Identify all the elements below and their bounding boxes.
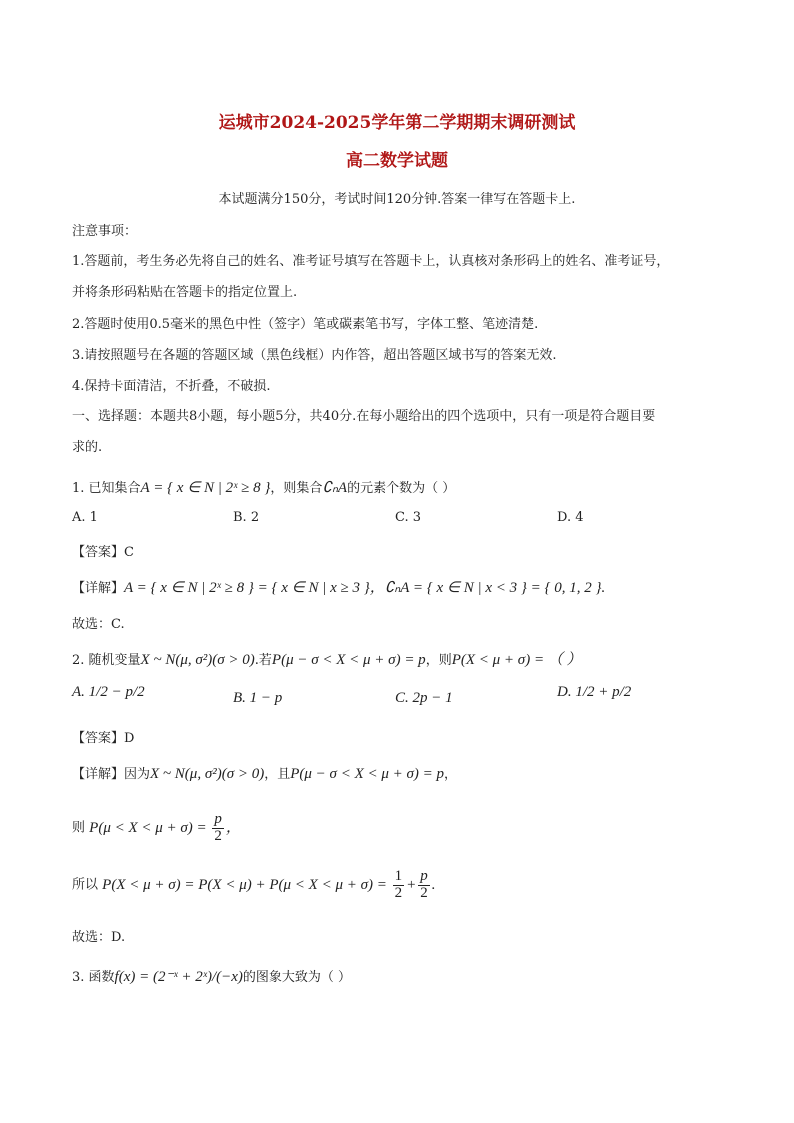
q1-mid: ，则集合: [270, 481, 323, 496]
q1-conclusion: 故选：C.: [72, 617, 125, 632]
q2-detail3-prefix: 所以: [72, 877, 99, 893]
q1-option-b: B. 2: [233, 510, 260, 525]
q2-detail-label: 【详解】因为: [72, 767, 151, 782]
section-heading-cont: 求的.: [72, 440, 103, 455]
section-heading: 一、选择题：本题共8小题，每小题5分，共40分.在每小题给出的四个选项中，只有一项是符合题目要: [72, 409, 656, 424]
q3-prefix: 3. 函数: [72, 970, 115, 985]
q2-answer: 【答案】D: [72, 731, 135, 746]
q3-suffix: 的图象大致为（ ）: [242, 970, 352, 985]
q1-answer: 【答案】C: [72, 545, 134, 560]
q2-detail-line-2: [72, 812, 241, 845]
notice-line: 3.请按照题号在各题的答题区域（黑色线框）内作答，超出答题区域书写的答案无效.: [72, 348, 557, 363]
q2-conclusion: 故选：D.: [72, 930, 126, 945]
q2-option-a-text: A. 1/2 − p/2: [72, 684, 145, 700]
q2-detail-line-3: [72, 869, 436, 902]
q2-detail-dist: X ~ N(μ, σ²)(σ > 0): [150, 766, 265, 782]
notice-line: 4.保持卡面清洁，不折叠，不破损.: [72, 379, 271, 394]
q2-detail3-math: P(X < μ + σ) = P(X < μ) + P(μ < X < μ + σ) = $\frac{1}{2}$ + $\frac{p}{2}$ .: [102, 868, 436, 901]
q3-function: f(x) = (2⁻ˣ + 2ˣ)/(−x): [114, 969, 243, 985]
q1-complement: ∁ₙA: [322, 480, 348, 496]
page-title: 运城市2024-2025学年第二学期期末调研测试: [218, 113, 576, 133]
question-2: [72, 648, 582, 669]
q2-prefix: 2. 随机变量: [72, 653, 141, 668]
q2-option-d-text: D. 1/2 + p/2: [557, 684, 632, 700]
q2-mid2: ，则: [425, 653, 452, 668]
q2-detail-given: P(μ − σ < X < μ + σ) = p: [290, 766, 445, 782]
question-3: [72, 966, 351, 986]
q2-option-c: [395, 690, 453, 707]
q1-prefix: 1. 已知集合: [72, 481, 141, 496]
intro-text: 本试题满分150分，考试时间120分钟.答案一律写在答题卡上.: [218, 192, 576, 207]
q1-detail-label: 【详解】: [72, 581, 125, 596]
q2-given: P(μ − σ < X < μ + σ) = p: [271, 652, 426, 668]
question-1: [72, 477, 455, 497]
q2-detail2-prefix: 则: [72, 820, 86, 836]
notice-heading: 注意事项：: [72, 224, 138, 239]
notice-line: 1.答题前，考生务必先将自己的姓名、准考证号填写在答题卡上，认真核对条形码上的姓名、准考证号，: [72, 254, 670, 269]
q2-option-a: [72, 684, 145, 701]
q2-detail-mid: ，且: [264, 767, 291, 782]
q2-option-b-text: B. 1 − p: [233, 690, 283, 706]
q1-option-d: D. 4: [557, 510, 584, 525]
q2-detail-line-1: 【详解】因为X ~ N(μ, σ²)(σ > 0)，且P(μ − σ < X < μ + σ) = p，: [72, 766, 458, 782]
page-subtitle: 高二数学试题: [346, 151, 448, 171]
notice-line: 2.答题时使用0.5毫米的黑色中性（签字）笔或碳素笔书写，字体工整、笔迹清楚.: [72, 317, 539, 332]
q2-distribution: X ~ N(μ, σ²)(σ > 0): [140, 652, 255, 668]
q2-option-c-text: C. 2p − 1: [395, 690, 453, 706]
q2-ask: P(X < μ + σ) = （ ）: [451, 652, 582, 668]
q1-detail: [72, 576, 605, 597]
q1-option-a: A. 1: [72, 510, 98, 525]
q2-mid: .若: [254, 653, 272, 668]
q2-detail2-math: P(μ < X < μ + σ) = $\frac{p}{2}$ ，: [89, 811, 241, 844]
q1-suffix: 的元素个数为（ ）: [347, 481, 456, 496]
notice-line: 并将条形码粘贴在答题卡的指定位置上.: [72, 285, 298, 300]
q1-set-definition: A = { x ∈ N | 2ˣ ≥ 8 }: [140, 480, 271, 496]
q2-option-d: [557, 684, 631, 701]
q1-option-c: C. 3: [395, 510, 422, 525]
q1-detail-math: A = { x ∈ N | 2ˣ ≥ 8 } = { x ∈ N | x ≥ 3 }，∁ₙA = { x ∈ N | x < 3 } = { 0, 1, 2 }.: [124, 580, 606, 596]
q2-option-b: [233, 690, 282, 707]
